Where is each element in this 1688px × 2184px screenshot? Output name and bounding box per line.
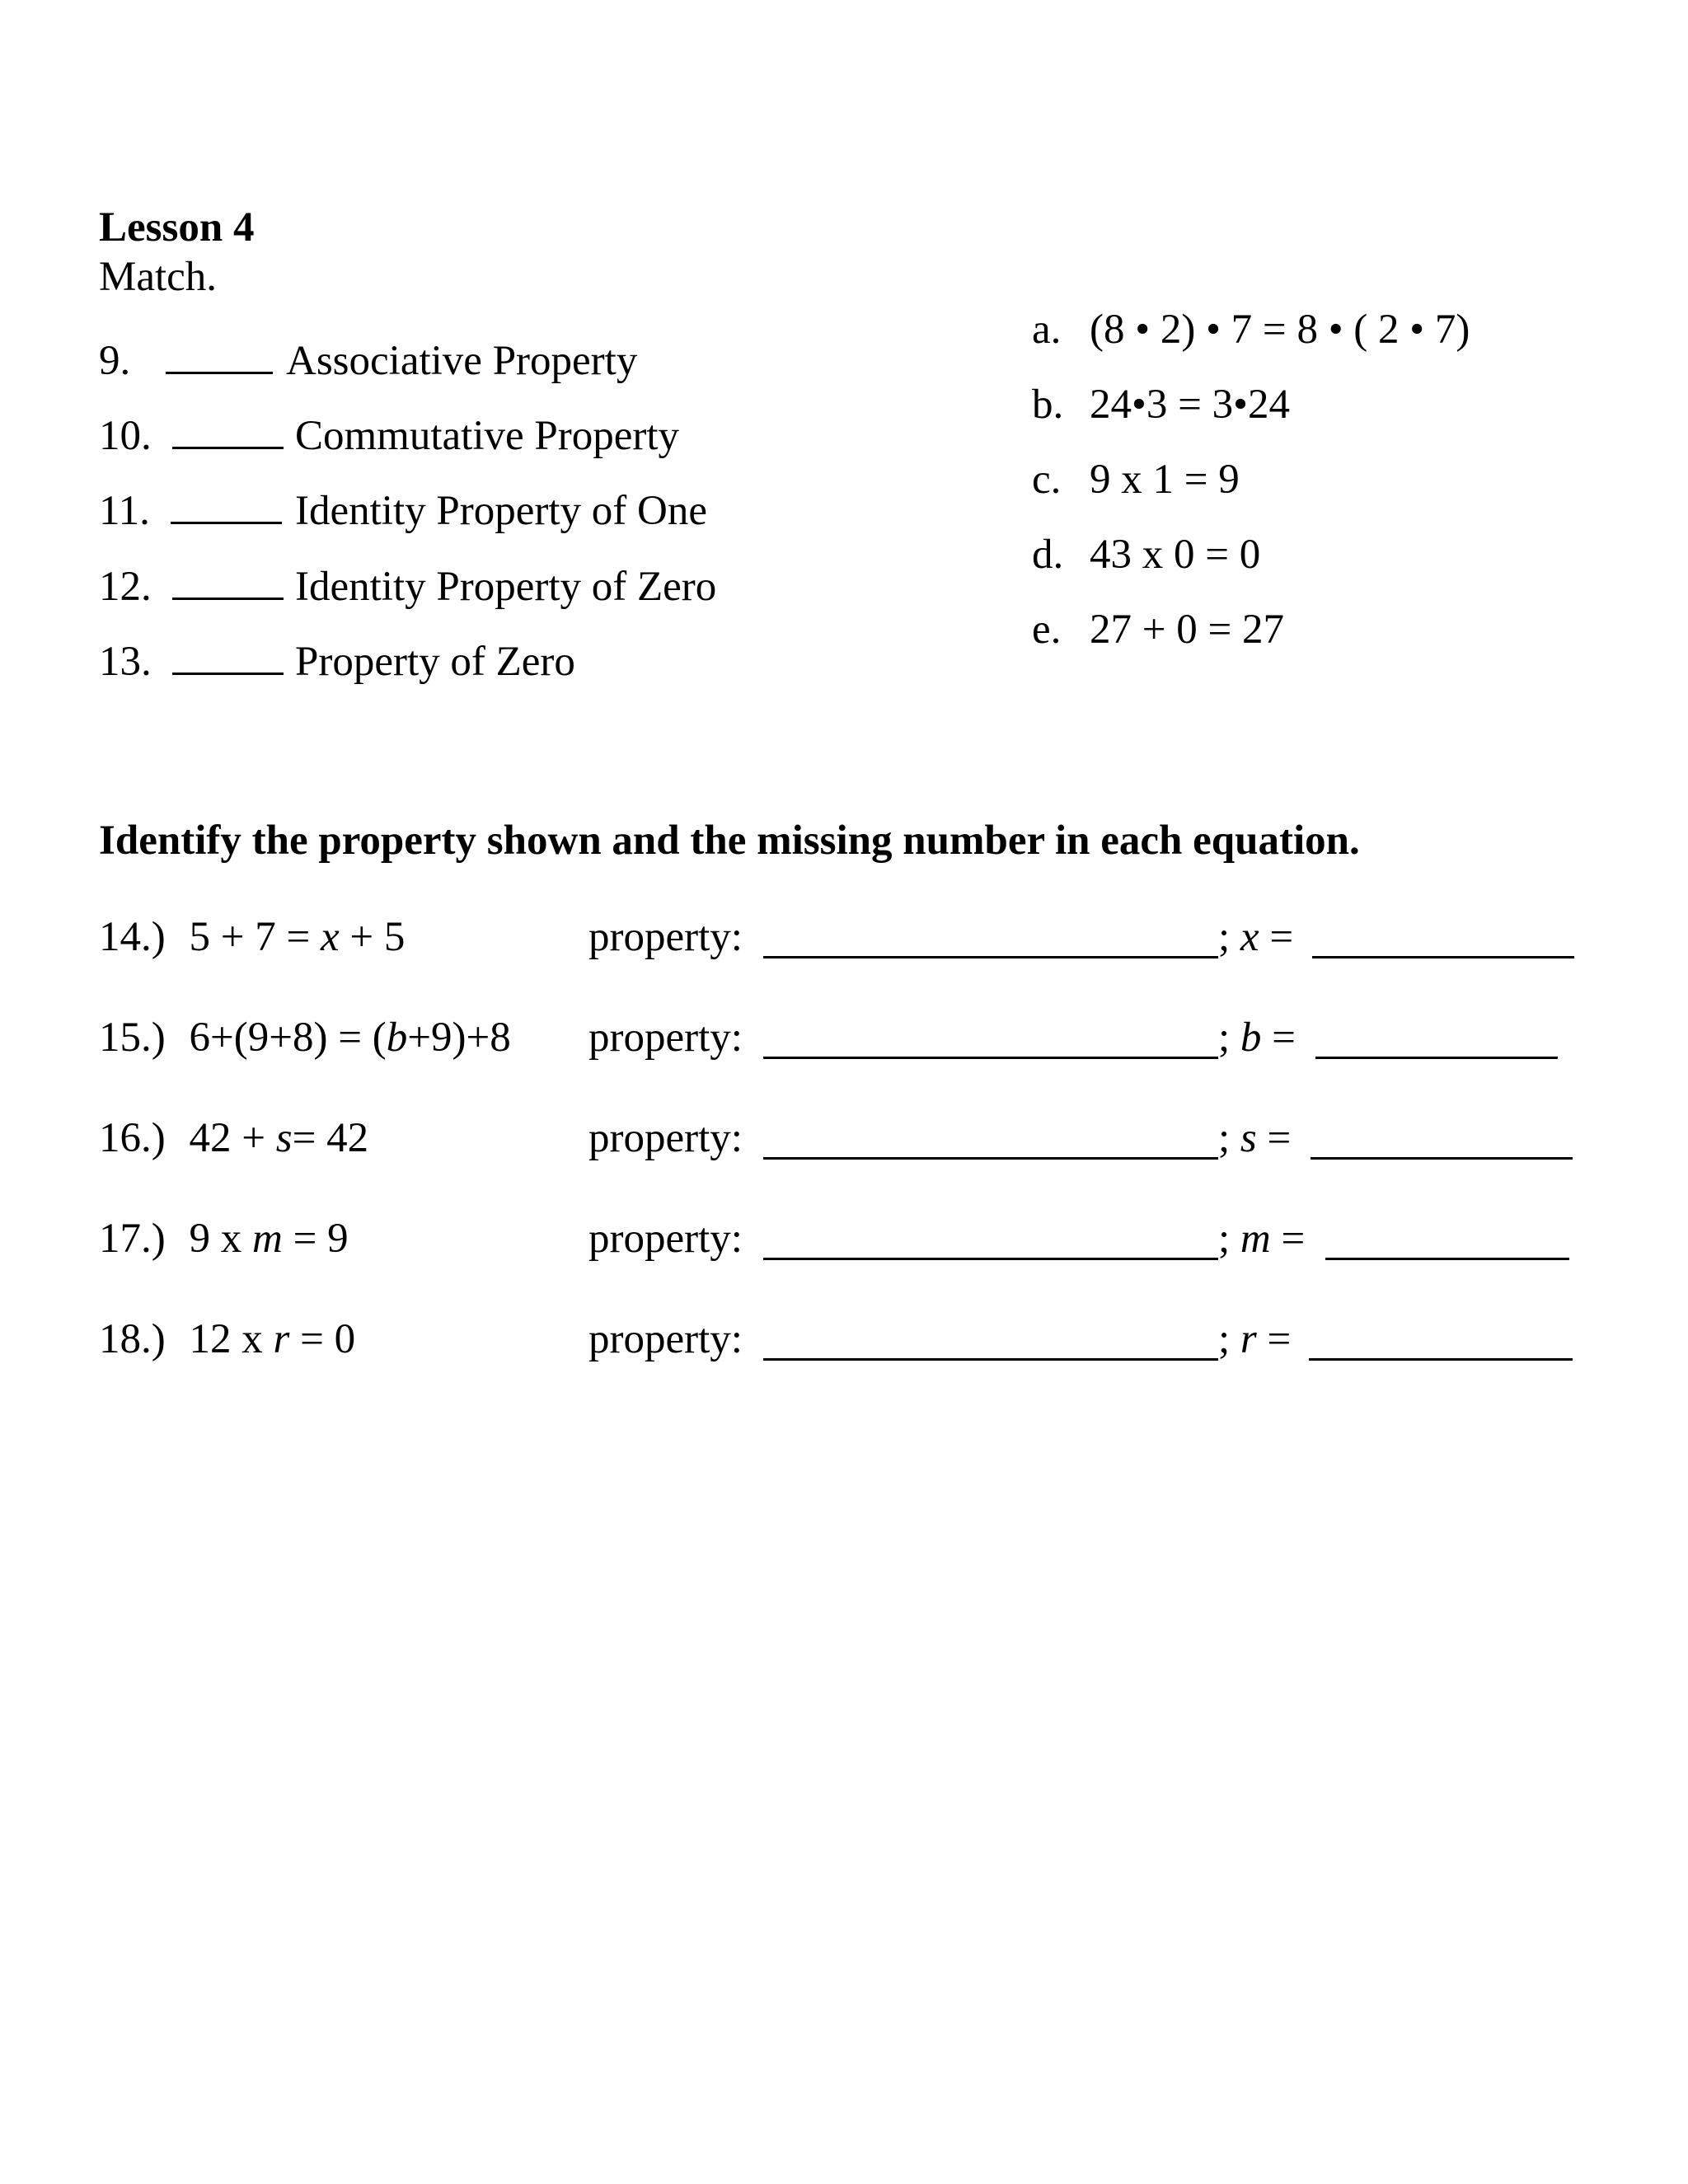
answer-blank[interactable]	[172, 565, 284, 600]
item-number: 11.	[99, 488, 150, 534]
option-letter: d.	[1032, 532, 1064, 578]
option-e	[1032, 605, 1285, 654]
property-answer-line[interactable]	[763, 1358, 1218, 1361]
option-expression: 27 + 0 = 27	[1090, 607, 1285, 653]
property-label: property:	[588, 914, 743, 960]
match-item-13	[99, 637, 284, 687]
problem-15	[99, 1013, 511, 1062]
problem-number: 14.)	[99, 914, 166, 960]
equation: 5 + 7 = x + 5	[189, 914, 406, 960]
property-answer-line[interactable]	[763, 1057, 1218, 1059]
problem-16	[99, 1113, 368, 1163]
option-expression: 9 x 1 = 9	[1090, 457, 1240, 503]
problem-18	[99, 1315, 355, 1364]
answer-blank[interactable]	[172, 414, 284, 449]
equation: 42 + s= 42	[189, 1115, 369, 1161]
property-answer-line[interactable]	[763, 1258, 1218, 1260]
number-answer-line[interactable]	[1311, 1157, 1573, 1160]
property-name: Identity Property of One	[295, 488, 707, 534]
option-b	[1032, 380, 1290, 429]
number-answer-line[interactable]	[1312, 956, 1574, 958]
option-c	[1032, 455, 1240, 504]
problem-number: 18.)	[99, 1316, 166, 1362]
item-number: 12.	[99, 564, 152, 610]
number-answer-line[interactable]	[1309, 1358, 1573, 1361]
property-name: Commutative Property	[295, 413, 680, 459]
match-item-9	[99, 336, 273, 386]
answer-blank[interactable]	[172, 640, 284, 675]
variable-label: ; m =	[1218, 1216, 1306, 1262]
option-expression: (8 • 2) • 7 = 8 • ( 2 • 7)	[1090, 307, 1470, 353]
equation: 6+(9+8) = (b+9)+8	[189, 1015, 511, 1061]
option-d	[1032, 530, 1261, 579]
property-label: property:	[588, 1216, 743, 1262]
match-item-12	[99, 562, 284, 612]
answer-blank[interactable]	[171, 489, 282, 524]
variable-label: ; b =	[1218, 1015, 1296, 1061]
variable-label: ; r =	[1218, 1316, 1292, 1362]
property-name: Property of Zero	[295, 639, 575, 685]
option-expression: 24•3 = 3•24	[1090, 382, 1290, 428]
option-expression: 43 x 0 = 0	[1090, 532, 1261, 578]
option-letter: b.	[1032, 382, 1064, 428]
problem-number: 15.)	[99, 1015, 166, 1061]
match-item-10	[99, 411, 284, 461]
item-number: 13.	[99, 639, 152, 685]
variable-label: ; x =	[1218, 914, 1294, 960]
lesson-title: Lesson 4	[99, 204, 255, 251]
match-instruction: Match.	[99, 254, 218, 300]
option-letter: c.	[1032, 457, 1062, 503]
option-a	[1032, 305, 1470, 354]
property-name: Associative Property	[286, 338, 638, 384]
answer-blank[interactable]	[166, 339, 273, 374]
number-answer-line[interactable]	[1325, 1258, 1569, 1260]
problem-17	[99, 1214, 349, 1263]
property-label: property:	[588, 1115, 743, 1161]
option-letter: e.	[1032, 607, 1062, 653]
item-number: 10.	[99, 413, 152, 459]
option-letter: a.	[1032, 307, 1062, 353]
problem-number: 17.)	[99, 1216, 166, 1262]
property-name: Identity Property of Zero	[295, 564, 717, 610]
identify-heading: Identify the property shown and the missing number in each equation.	[99, 818, 1360, 864]
property-label: property:	[588, 1316, 743, 1362]
equation: 12 x r = 0	[189, 1316, 356, 1362]
property-answer-line[interactable]	[763, 956, 1218, 958]
property-label: property:	[588, 1015, 743, 1061]
item-number: 9.	[99, 338, 131, 384]
equation: 9 x m = 9	[189, 1216, 349, 1262]
variable-label: ; s =	[1218, 1115, 1292, 1161]
match-item-11	[99, 486, 282, 536]
problem-14	[99, 912, 405, 962]
problem-number: 16.)	[99, 1115, 166, 1161]
number-answer-line[interactable]	[1315, 1057, 1558, 1059]
property-answer-line[interactable]	[763, 1157, 1218, 1160]
